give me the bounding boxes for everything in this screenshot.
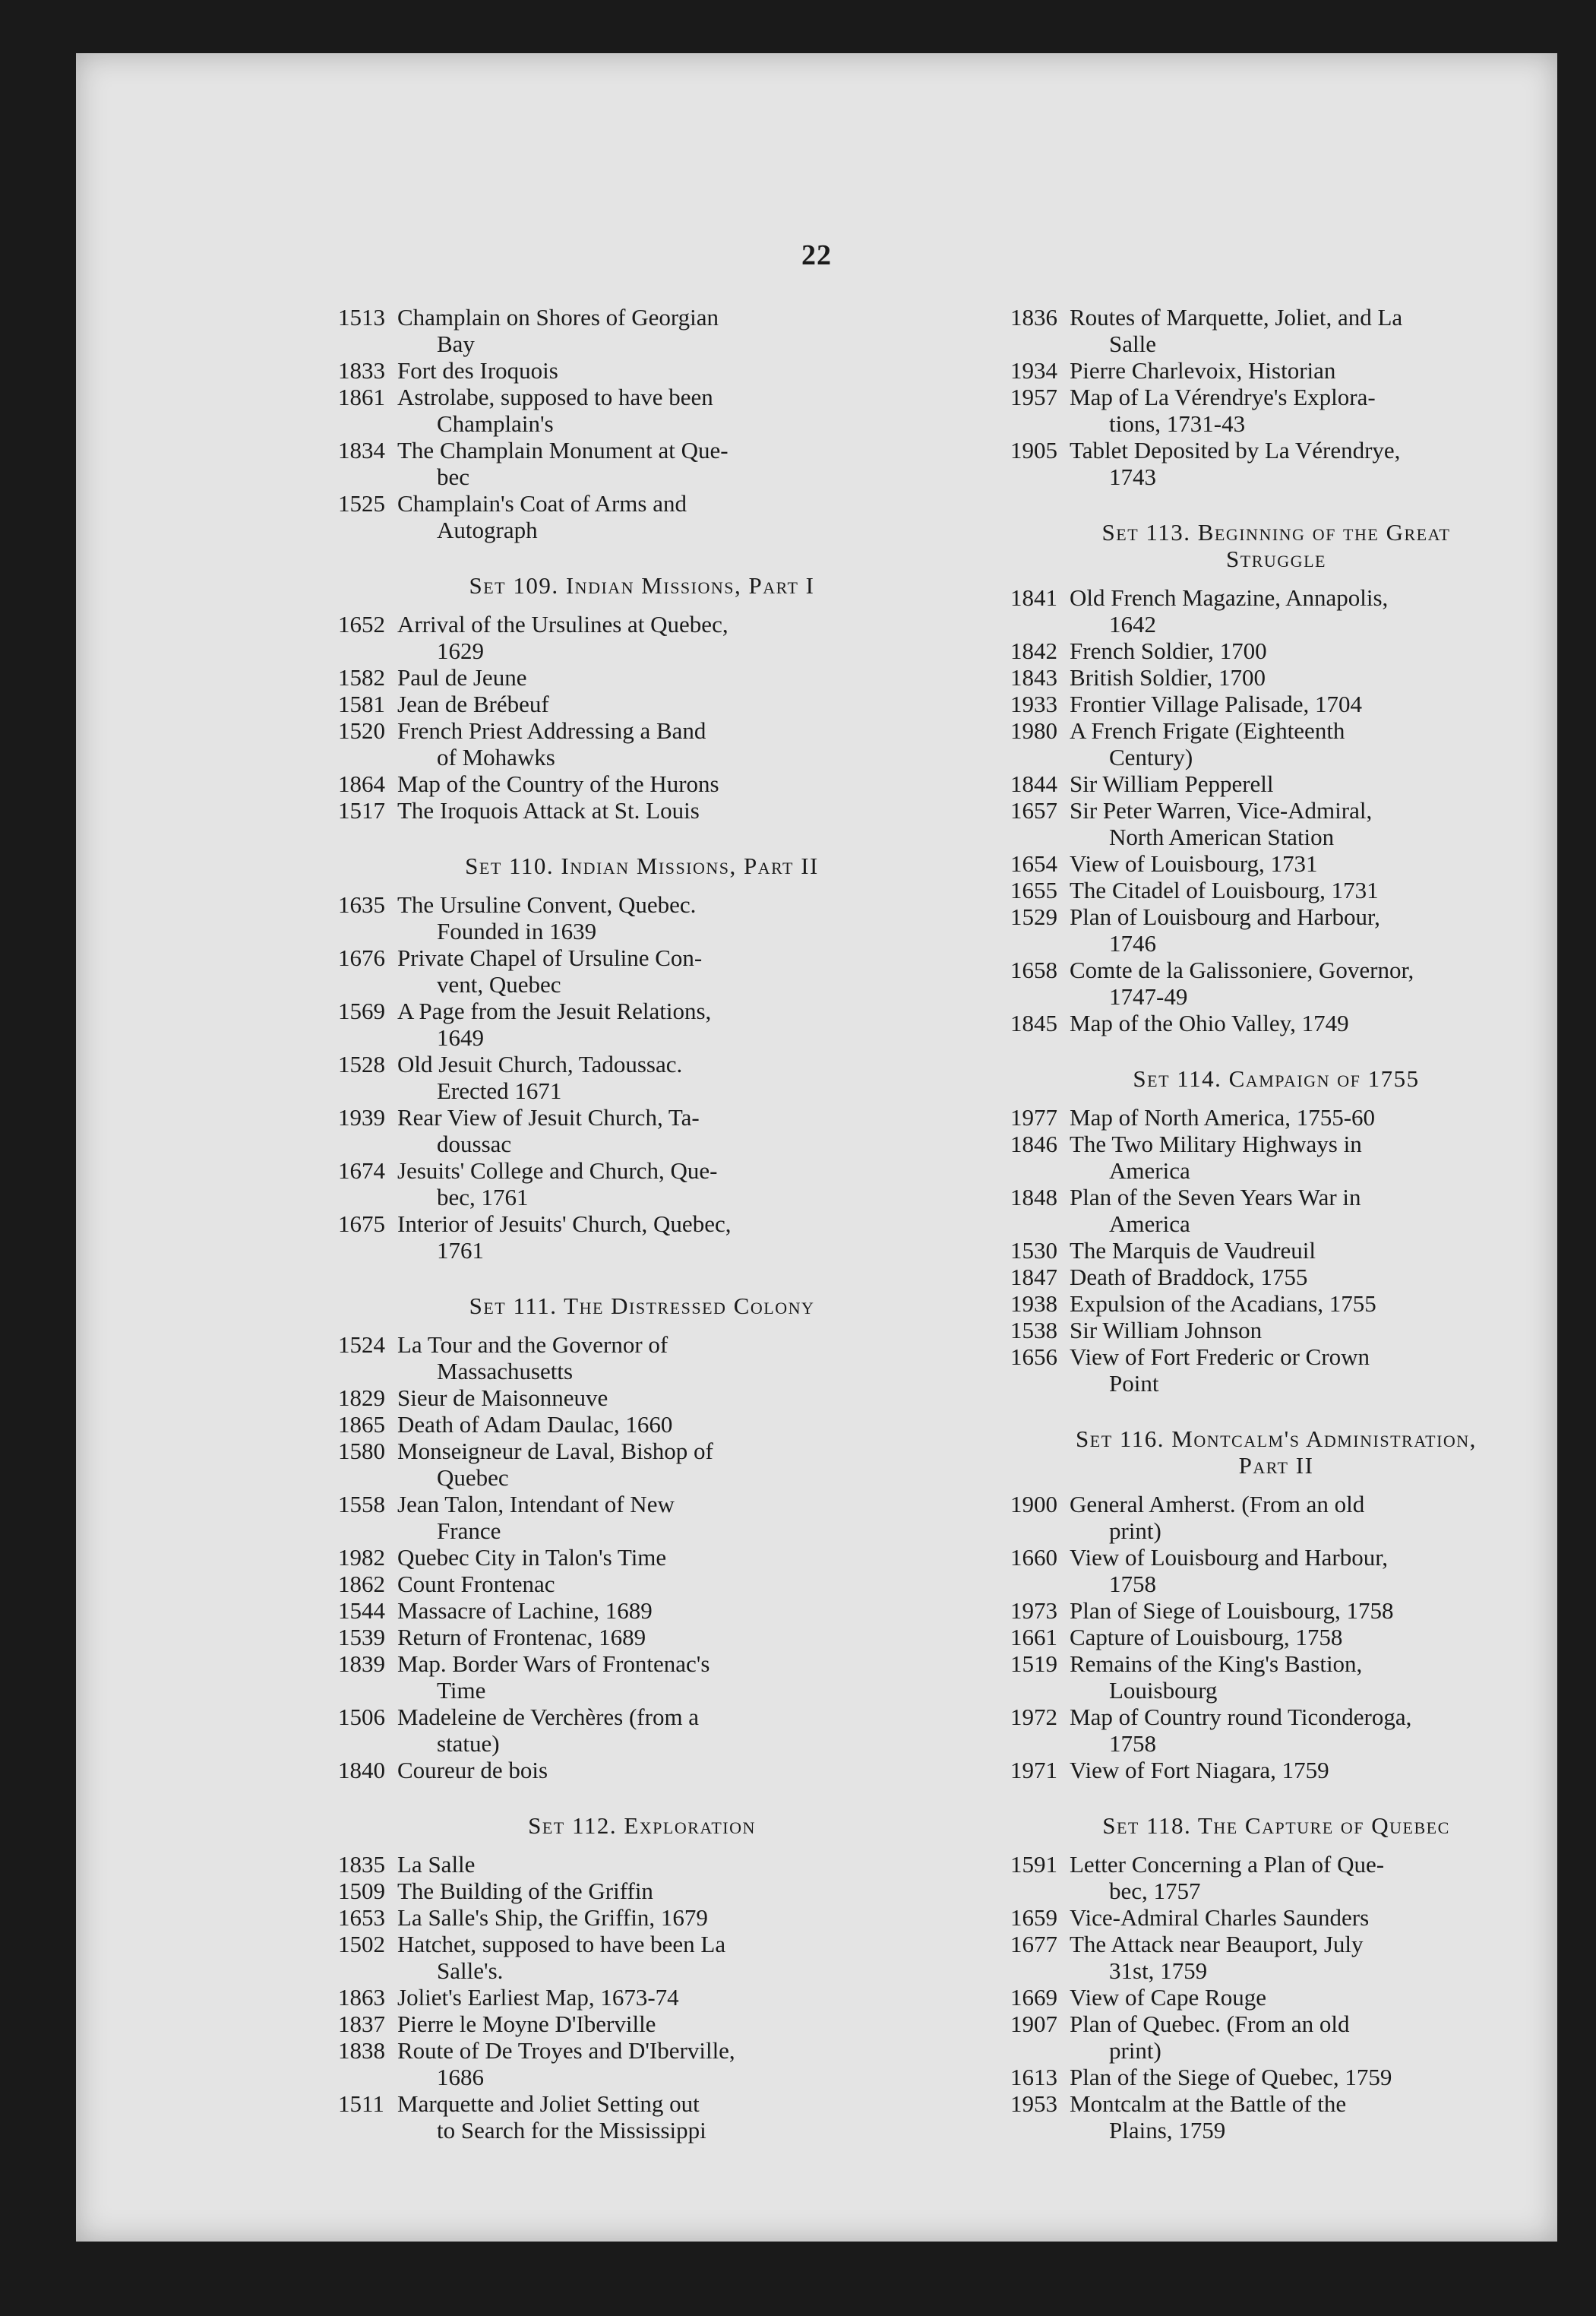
entry-number: 1654: [1010, 850, 1057, 877]
entry-title: Death of Adam Daulac, 1660: [397, 1411, 673, 1438]
entry-title: Montcalm at the Battle of the: [1070, 2090, 1347, 2117]
set-heading: [338, 572, 946, 599]
entry-title: French Soldier, 1700: [1070, 638, 1267, 664]
catalog-entry: [1010, 1104, 1542, 1131]
left-column: [338, 304, 946, 2144]
entry-number: 1661: [1010, 1624, 1057, 1650]
entry-title: Madeleine de Verchères (from a: [397, 1704, 700, 1730]
entry-title-continuation: bec, 1761: [437, 1184, 529, 1210]
catalog-entry: [338, 1331, 946, 1384]
entry-number: 1653: [338, 1904, 385, 1931]
catalog-entry: [338, 1051, 946, 1104]
entry-number: 1519: [1010, 1650, 1057, 1677]
entry-number: 1525: [338, 490, 385, 517]
entry-number: 1842: [1010, 638, 1057, 664]
entry-title-continuation: bec: [437, 464, 470, 490]
entry-title: The Building of the Griffin: [397, 1878, 653, 1904]
catalog-entry: [338, 770, 946, 797]
catalog-entry: [338, 1757, 946, 1783]
catalog-entry: [1010, 903, 1542, 957]
set-heading-text: Set 109. Indian Missions, Part I: [469, 572, 815, 599]
catalog-entry: [1010, 957, 1542, 1010]
entry-title: The Champlain Monument at Que-: [397, 437, 728, 464]
catalog-entry: [338, 304, 946, 357]
entry-title-continuation: Erected 1671: [437, 1077, 562, 1104]
entry-number: 1675: [338, 1210, 385, 1237]
entry-title: Private Chapel of Ursuline Con-: [397, 944, 703, 971]
entry-title-continuation: Point: [1109, 1370, 1159, 1397]
set-heading-text: Set 118. The Capture of Quebec: [1102, 1812, 1450, 1839]
entry-title-continuation: America: [1109, 1157, 1190, 1184]
catalog-entry: [1010, 437, 1542, 490]
set-heading: [338, 853, 946, 879]
catalog-entry: [1010, 584, 1542, 638]
entry-number: 1539: [338, 1624, 385, 1650]
entry-number: 1934: [1010, 357, 1057, 384]
catalog-entry: [338, 1851, 946, 1878]
entry-title-continuation: doussac: [437, 1131, 512, 1157]
entry-title: Fort des Iroquois: [397, 357, 558, 384]
entry-number: 1511: [338, 2090, 384, 2117]
entry-number: 1839: [338, 1650, 385, 1677]
entry-number: 1569: [338, 998, 385, 1024]
set-heading-continuation: Struggle: [1226, 546, 1326, 572]
catalog-entry: [338, 717, 946, 770]
entry-title: Vice-Admiral Charles Saunders: [1070, 1904, 1370, 1931]
catalog-entry: [1010, 664, 1542, 691]
catalog-entry: [338, 1491, 946, 1544]
right-column: [1010, 304, 1542, 2144]
entry-number: 1652: [338, 611, 385, 638]
entry-title: Map of North America, 1755-60: [1070, 1104, 1376, 1131]
entry-title: Monseigneur de Laval, Bishop of: [397, 1438, 713, 1464]
entry-title-continuation: 1746: [1109, 930, 1156, 957]
catalog-entry: [1010, 1851, 1542, 1904]
entry-title: Letter Concerning a Plan of Que-: [1070, 1851, 1385, 1878]
set-heading-text: Set 113. Beginning of the Great: [1101, 519, 1451, 546]
entry-title: Capture of Louisbourg, 1758: [1070, 1624, 1343, 1650]
entry-title: Arrival of the Ursulines at Quebec,: [397, 611, 728, 638]
set-heading: [1010, 1812, 1542, 1839]
catalog-entry: [1010, 1931, 1542, 1984]
entry-title: Map of the Country of the Hurons: [397, 770, 719, 797]
set-heading-text: Set 116. Montcalm's Administration,: [1076, 1425, 1477, 1452]
entry-number: 1656: [1010, 1343, 1057, 1370]
entry-title: Astrolabe, supposed to have been: [397, 384, 713, 410]
entry-title: Map. Border Wars of Frontenac's: [397, 1650, 710, 1677]
entry-title: Joliet's Earliest Map, 1673-74: [397, 1984, 679, 2011]
catalog-entry: [338, 664, 946, 691]
entry-title: View of Fort Niagara, 1759: [1070, 1757, 1329, 1783]
catalog-entry: [1010, 850, 1542, 877]
entry-number: 1953: [1010, 2090, 1057, 2117]
catalog-entry: [1010, 2090, 1542, 2144]
entry-number: 1971: [1010, 1757, 1057, 1783]
entry-title: View of Louisbourg and Harbour,: [1070, 1544, 1389, 1571]
entry-title: La Salle's Ship, the Griffin, 1679: [397, 1904, 708, 1931]
catalog-entry: [338, 490, 946, 543]
entry-title-continuation: Bay: [437, 331, 475, 357]
entry-title-continuation: 1758: [1109, 1571, 1156, 1597]
entry-number: 1907: [1010, 2011, 1057, 2037]
entry-title-continuation: 1649: [437, 1024, 484, 1051]
set-heading: [338, 1292, 946, 1319]
entry-number: 1900: [1010, 1491, 1057, 1517]
entry-title: A Page from the Jesuit Relations,: [397, 998, 712, 1024]
entry-title: Plan of the Siege of Quebec, 1759: [1070, 2064, 1392, 2090]
entry-number: 1933: [1010, 691, 1057, 717]
entry-title: Sir William Pepperell: [1070, 770, 1274, 797]
catalog-entry: [1010, 877, 1542, 903]
entry-title-continuation: of Mohawks: [437, 744, 555, 770]
entry-title: Hatchet, supposed to have been La: [397, 1931, 726, 1957]
entry-title: The Ursuline Convent, Quebec.: [397, 891, 697, 918]
set-heading-text: Set 111. The Distressed Colony: [469, 1292, 815, 1319]
catalog-entry: [338, 944, 946, 998]
entry-title: The Marquis de Vaudreuil: [1070, 1237, 1316, 1264]
entry-title-continuation: Autograph: [437, 517, 538, 543]
entry-number: 1506: [338, 1704, 385, 1730]
catalog-entry: [338, 2011, 946, 2037]
page-number: 22: [801, 239, 832, 271]
entry-title: Marquette and Joliet Setting out: [397, 2090, 700, 2117]
entry-number: 1848: [1010, 1184, 1057, 1210]
entry-number: 1659: [1010, 1904, 1057, 1931]
entry-title-continuation: Quebec: [437, 1464, 509, 1491]
catalog-entry: [1010, 1317, 1542, 1343]
catalog-entry: [1010, 1237, 1542, 1264]
entry-title-continuation: vent, Quebec: [437, 971, 561, 998]
entry-title-continuation: 31st, 1759: [1109, 1957, 1208, 1984]
entry-title-continuation: bec, 1757: [1109, 1878, 1201, 1904]
entry-title: Quebec City in Talon's Time: [397, 1544, 667, 1571]
entry-number: 1520: [338, 717, 385, 744]
entry-number: 1677: [1010, 1931, 1057, 1957]
entry-title: Frontier Village Palisade, 1704: [1070, 691, 1363, 717]
entry-number: 1635: [338, 891, 385, 918]
catalog-entry: [1010, 770, 1542, 797]
entry-number: 1837: [338, 2011, 385, 2037]
entry-title-continuation: 1629: [437, 638, 484, 664]
catalog-entry: [1010, 2064, 1542, 2090]
entry-title-continuation: 1747-49: [1109, 983, 1188, 1010]
catalog-entry: [1010, 304, 1542, 357]
catalog-entry: [1010, 1650, 1542, 1704]
catalog-entry: [338, 437, 946, 490]
catalog-entry: [338, 1411, 946, 1438]
catalog-entry: [1010, 2011, 1542, 2064]
entry-number: 1538: [1010, 1317, 1057, 1343]
entry-title: Sieur de Maisonneuve: [397, 1384, 608, 1411]
set-heading-text: Set 114. Campaign of 1755: [1133, 1065, 1420, 1092]
catalog-entry: [338, 1571, 946, 1597]
entry-number: 1581: [338, 691, 385, 717]
entry-number: 1529: [1010, 903, 1057, 930]
entry-number: 1841: [1010, 584, 1057, 611]
entry-number: 1938: [1010, 1290, 1057, 1317]
entry-number: 1972: [1010, 1704, 1057, 1730]
entry-title: Sir William Johnson: [1070, 1317, 1263, 1343]
catalog-entry: [1010, 1184, 1542, 1237]
entry-title: Old Jesuit Church, Tadoussac.: [397, 1051, 683, 1077]
entry-number: 1844: [1010, 770, 1057, 797]
entry-title: La Salle: [397, 1851, 476, 1878]
entry-title: Jean de Brébeuf: [397, 691, 549, 717]
entry-title: Plan of Quebec. (From an old: [1070, 2011, 1350, 2037]
entry-title: La Tour and the Governor of: [397, 1331, 668, 1358]
set-heading-continuation: Part II: [1238, 1452, 1314, 1479]
catalog-entry: [338, 891, 946, 944]
entry-number: 1509: [338, 1878, 385, 1904]
entry-title: Expulsion of the Acadians, 1755: [1070, 1290, 1376, 1317]
entry-number: 1834: [338, 437, 385, 464]
entry-number: 1658: [1010, 957, 1057, 983]
entry-number: 1846: [1010, 1131, 1057, 1157]
entry-title: The Two Military Highways in: [1070, 1131, 1362, 1157]
catalog-entry: [1010, 797, 1542, 850]
entry-title: Interior of Jesuits' Church, Quebec,: [397, 1210, 732, 1237]
entry-number: 1838: [338, 2037, 385, 2064]
catalog-entry: [1010, 1757, 1542, 1783]
entry-number: 1973: [1010, 1597, 1057, 1624]
catalog-entry: [1010, 384, 1542, 437]
entry-number: 1669: [1010, 1984, 1057, 2011]
catalog-entry: [338, 1904, 946, 1931]
catalog-entry: [338, 691, 946, 717]
entry-number: 1982: [338, 1544, 385, 1571]
catalog-entry: [338, 1931, 946, 1984]
entry-number: 1676: [338, 944, 385, 971]
catalog-entry: [1010, 1904, 1542, 1931]
entry-title-continuation: 1758: [1109, 1730, 1156, 1757]
entry-number: 1863: [338, 1984, 385, 2011]
entry-number: 1591: [1010, 1851, 1057, 1878]
entry-title: Champlain on Shores of Georgian: [397, 304, 719, 331]
entry-number: 1580: [338, 1438, 385, 1464]
entry-number: 1660: [1010, 1544, 1057, 1571]
entry-number: 1957: [1010, 384, 1057, 410]
catalog-entry: [1010, 1264, 1542, 1290]
entry-number: 1502: [338, 1931, 385, 1957]
catalog-entry: [338, 611, 946, 664]
entry-number: 1977: [1010, 1104, 1057, 1131]
entry-title: A French Frigate (Eighteenth: [1070, 717, 1345, 744]
entry-title: Jesuits' College and Church, Que-: [397, 1157, 718, 1184]
catalog-entry: [1010, 1544, 1542, 1597]
catalog-entry: [338, 1878, 946, 1904]
entry-number: 1517: [338, 797, 385, 824]
catalog-entry: [338, 1597, 946, 1624]
entry-title-continuation: 1761: [437, 1237, 484, 1264]
entry-number: 1524: [338, 1331, 385, 1358]
entry-title: The Citadel of Louisbourg, 1731: [1070, 877, 1379, 903]
entry-title-continuation: France: [437, 1517, 501, 1544]
catalog-entry: [338, 1650, 946, 1704]
entry-title: Map of La Vérendrye's Explora-: [1070, 384, 1376, 410]
catalog-entry: [1010, 357, 1542, 384]
entry-title: Paul de Jeune: [397, 664, 527, 691]
entry-title: Sir Peter Warren, Vice-Admiral,: [1070, 797, 1373, 824]
entry-title: Plan of Siege of Louisbourg, 1758: [1070, 1597, 1394, 1624]
entry-number: 1829: [338, 1384, 385, 1411]
entry-title-continuation: Massachusetts: [437, 1358, 574, 1384]
entry-title-continuation: America: [1109, 1210, 1190, 1237]
catalog-entry: [1010, 1704, 1542, 1757]
entry-title: Map of Country round Ticonderoga,: [1070, 1704, 1412, 1730]
entry-title: View of Louisbourg, 1731: [1070, 850, 1318, 877]
entry-number: 1939: [338, 1104, 385, 1131]
entry-title-continuation: Time: [437, 1677, 486, 1704]
entry-number: 1845: [1010, 1010, 1057, 1036]
entry-title: French Priest Addressing a Band: [397, 717, 706, 744]
entry-title: British Soldier, 1700: [1070, 664, 1266, 691]
entry-number: 1530: [1010, 1237, 1057, 1264]
entry-title: Comte de la Galissoniere, Governor,: [1070, 957, 1414, 983]
catalog-entry: [1010, 1131, 1542, 1184]
entry-title-continuation: 1743: [1109, 464, 1156, 490]
entry-number: 1835: [338, 1851, 385, 1878]
entry-title: Routes of Marquette, Joliet, and La: [1070, 304, 1403, 331]
entry-title: View of Fort Frederic or Crown: [1070, 1343, 1370, 1370]
entry-title: General Amherst. (From an old: [1070, 1491, 1365, 1517]
entry-number: 1674: [338, 1157, 385, 1184]
catalog-entry: [338, 1438, 946, 1491]
catalog-entry: [338, 1624, 946, 1650]
entry-number: 1905: [1010, 437, 1057, 464]
entry-number: 1865: [338, 1411, 385, 1438]
entry-title: Plan of Louisbourg and Harbour,: [1070, 903, 1380, 930]
entry-number: 1528: [338, 1051, 385, 1077]
entry-title-continuation: 1686: [437, 2064, 484, 2090]
entry-title: Champlain's Coat of Arms and: [397, 490, 687, 517]
catalog-entry: [338, 797, 946, 824]
catalog-entry: [1010, 1984, 1542, 2011]
entry-title-continuation: Salle: [1109, 331, 1156, 357]
entry-title-continuation: tions, 1731-43: [1109, 410, 1246, 437]
entry-title: Old French Magazine, Annapolis,: [1070, 584, 1389, 611]
entry-title-continuation: Salle's.: [437, 1957, 504, 1984]
entry-number: 1862: [338, 1571, 385, 1597]
catalog-page: [76, 53, 1557, 2242]
entry-title-continuation: print): [1109, 1517, 1161, 1544]
entry-title: The Attack near Beauport, July: [1070, 1931, 1364, 1957]
entry-number: 1843: [1010, 664, 1057, 691]
entry-title-continuation: Founded in 1639: [437, 918, 597, 944]
catalog-entry: [338, 384, 946, 437]
entry-title-continuation: to Search for the Mississippi: [437, 2117, 706, 2144]
catalog-entry: [1010, 1624, 1542, 1650]
entry-title: Tablet Deposited by La Vérendrye,: [1070, 437, 1401, 464]
entry-number: 1840: [338, 1757, 385, 1783]
catalog-entry: [1010, 638, 1542, 664]
catalog-entry: [1010, 1290, 1542, 1317]
entry-title: Jean Talon, Intendant of New: [397, 1491, 675, 1517]
entry-title-continuation: print): [1109, 2037, 1161, 2064]
catalog-entry: [338, 1704, 946, 1757]
entry-title: Rear View of Jesuit Church, Ta-: [397, 1104, 700, 1131]
set-heading: [1010, 1425, 1542, 1479]
entry-title: Route of De Troyes and D'Iberville,: [397, 2037, 735, 2064]
entry-title-continuation: Century): [1109, 744, 1193, 770]
entry-title: Pierre Charlevoix, Historian: [1070, 357, 1336, 384]
set-heading-text: Set 112. Exploration: [528, 1812, 756, 1839]
entry-number: 1861: [338, 384, 385, 410]
entry-title: Pierre le Moyne D'Iberville: [397, 2011, 656, 2037]
entry-number: 1558: [338, 1491, 385, 1517]
catalog-entry: [338, 2037, 946, 2090]
entry-title-continuation: Plains, 1759: [1109, 2117, 1226, 2144]
entry-number: 1847: [1010, 1264, 1057, 1290]
catalog-entry: [1010, 1491, 1542, 1544]
entry-number: 1582: [338, 664, 385, 691]
entry-title: Death of Braddock, 1755: [1070, 1264, 1308, 1290]
catalog-entry: [338, 1384, 946, 1411]
entry-number: 1613: [1010, 2064, 1057, 2090]
entry-title: View of Cape Rouge: [1070, 1984, 1266, 2011]
set-heading: [338, 1812, 946, 1839]
entry-number: 1655: [1010, 877, 1057, 903]
entry-number: 1836: [1010, 304, 1057, 331]
catalog-entry: [338, 1104, 946, 1157]
entry-number: 1657: [1010, 797, 1057, 824]
catalog-entry: [338, 2090, 946, 2144]
catalog-entry: [1010, 1010, 1542, 1036]
catalog-entry: [1010, 691, 1542, 717]
catalog-entry: [338, 998, 946, 1051]
entry-number: 1864: [338, 770, 385, 797]
entry-title-continuation: statue): [437, 1730, 500, 1757]
catalog-entry: [338, 1984, 946, 2011]
catalog-entry: [338, 1157, 946, 1210]
set-heading: [1010, 519, 1542, 572]
entry-title-continuation: 1642: [1109, 611, 1156, 638]
set-heading: [1010, 1065, 1542, 1092]
catalog-entry: [1010, 1597, 1542, 1624]
entry-number: 1513: [338, 304, 385, 331]
catalog-entry: [338, 357, 946, 384]
entry-title: Map of the Ohio Valley, 1749: [1070, 1010, 1349, 1036]
entry-title: Remains of the King's Bastion,: [1070, 1650, 1363, 1677]
entry-title: Plan of the Seven Years War in: [1070, 1184, 1361, 1210]
catalog-entry: [1010, 1343, 1542, 1397]
entry-number: 1980: [1010, 717, 1057, 744]
entry-title-continuation: Champlain's: [437, 410, 554, 437]
entry-number: 1833: [338, 357, 385, 384]
entry-title: The Iroquois Attack at St. Louis: [397, 797, 700, 824]
entry-title: Return of Frontenac, 1689: [397, 1624, 646, 1650]
entry-title: Count Frontenac: [397, 1571, 555, 1597]
entry-title-continuation: Louisbourg: [1109, 1677, 1218, 1704]
catalog-entry: [338, 1544, 946, 1571]
catalog-entry: [338, 1210, 946, 1264]
set-heading-text: Set 110. Indian Missions, Part II: [465, 853, 819, 879]
catalog-entry: [1010, 717, 1542, 770]
entry-title: Massacre of Lachine, 1689: [397, 1597, 653, 1624]
entry-number: 1544: [338, 1597, 385, 1624]
entry-title: Coureur de bois: [397, 1757, 548, 1783]
entry-title-continuation: North American Station: [1109, 824, 1335, 850]
